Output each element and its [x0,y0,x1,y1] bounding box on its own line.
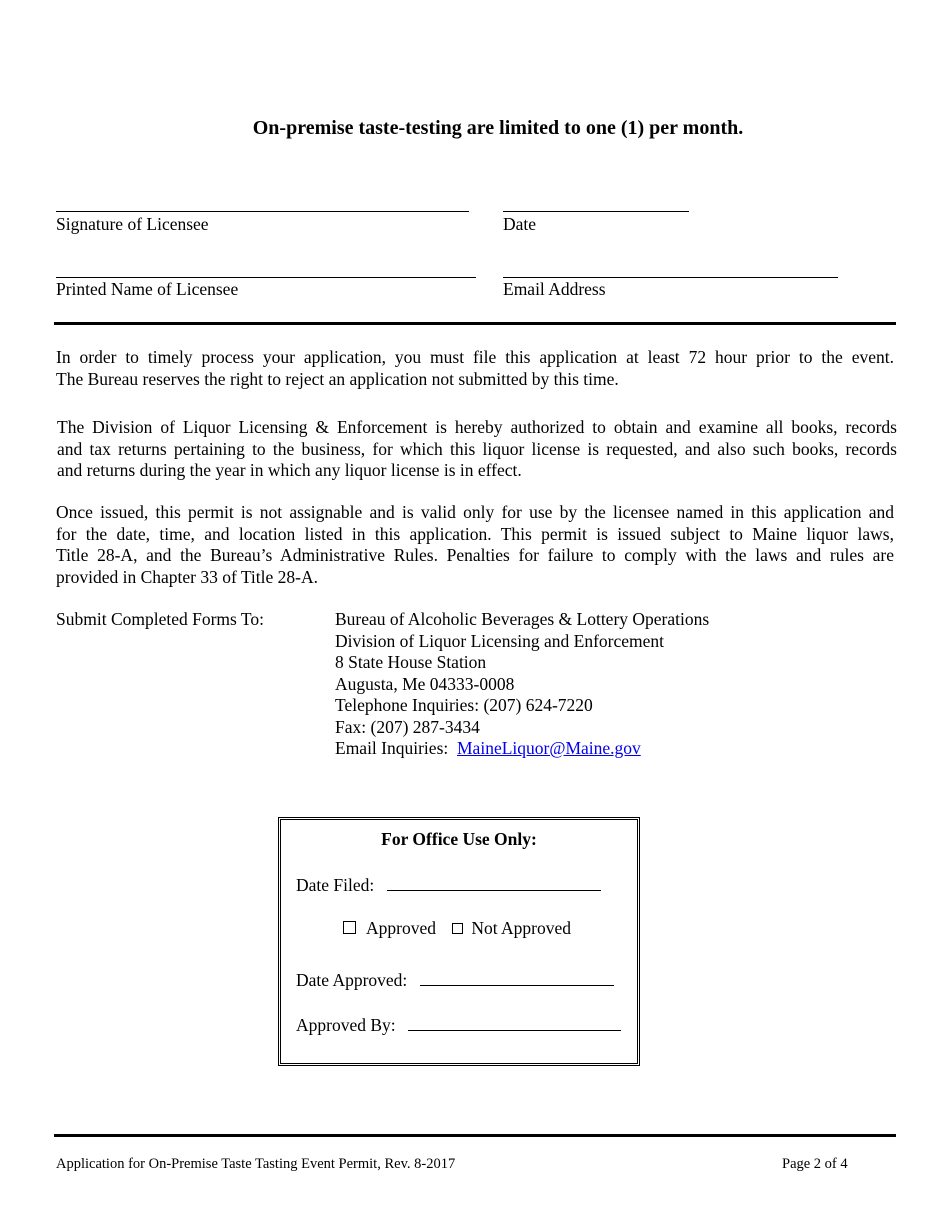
footer-divider [54,1134,896,1137]
date-label: Date [503,214,537,234]
date-approved-row [296,967,614,991]
not-approved-label: Not Approved [471,918,572,938]
office-use-box [278,817,640,1066]
printed-name-line[interactable] [56,277,476,278]
paragraph-line: for the date, time, and location listed in this application. This permit is issued subject to Maine liquor laws, [56,523,894,544]
email-link[interactable]: MaineLiquor@Maine.gov [457,738,641,758]
email-inquiries-label: Email Inquiries: [335,738,449,758]
approved-label: Approved [366,918,436,938]
approved-by-label: Approved By: [296,1015,396,1035]
section-divider [54,322,896,325]
paragraph-line: provided in Chapter 33 of Title 28-A. [56,566,318,587]
page-heading: On-premise taste-testing are limited to one (1) per month. [252,117,744,139]
authorization-paragraph [57,417,897,482]
email-line[interactable] [503,277,838,278]
date-approved-field[interactable] [420,967,614,986]
office-use-title: For Office Use Only: [381,829,537,849]
mailing-address [335,609,709,760]
date-filed-row [296,872,601,896]
signature-label: Signature of Licensee [56,214,209,234]
address-line: Division of Liquor Licensing and Enforcement [335,630,665,651]
email-inquiries-line [335,738,709,760]
date-filed-field[interactable] [387,872,601,891]
signature-line[interactable] [56,211,469,212]
permit-terms-paragraph [56,502,894,588]
address-line: 8 State House Station [335,652,487,672]
approved-checkbox[interactable] [343,921,356,934]
paragraph-line: Title 28-A, and the Bureau’s Administrative Rules. Penalties for failure to comply with the laws and rules are [56,545,894,565]
approved-by-field[interactable] [408,1012,621,1031]
not-approved-checkbox[interactable] [452,923,463,934]
fax-line: Fax: (207) 287-3434 [335,716,480,737]
address-line: Bureau of Alcoholic Beverages & Lottery Operations [335,609,710,629]
approval-status-row [343,918,571,939]
telephone-line: Telephone Inquiries: (207) 624-7220 [335,695,593,715]
paragraph-line: and tax returns pertaining to the business, for which this liquor license is requested, and also such books, records [57,438,897,459]
submit-label: Submit Completed Forms To: [56,609,264,629]
date-approved-label: Date Approved: [296,970,408,990]
paragraph-line: The Division of Liquor Licensing & Enforcement is hereby authorized to obtain and examine all books, records [57,417,897,437]
date-filed-label: Date Filed: [296,875,375,895]
date-line[interactable] [503,211,689,212]
email-label: Email Address [503,279,606,299]
processing-paragraph [56,347,894,390]
form-name: Application for On-Premise Taste Tasting Event Permit, Rev. 8-2017 [56,1156,456,1172]
paragraph-line: Once issued, this permit is not assignable and is valid only for use by the licensee named in this application and [56,502,894,522]
paragraph-line: In order to timely process your application, you must file this application at least 72 hour prior to the event. [56,347,894,367]
approved-by-row [296,1012,621,1036]
page-number: Page 2 of 4 [782,1156,848,1172]
paragraph-line: The Bureau reserves the right to reject an application not submitted by this time. [56,368,619,389]
address-line: Augusta, Me 04333-0008 [335,673,515,694]
printed-name-label: Printed Name of Licensee [56,279,239,299]
paragraph-line: and returns during the year in which any liquor license is in effect. [57,460,522,480]
